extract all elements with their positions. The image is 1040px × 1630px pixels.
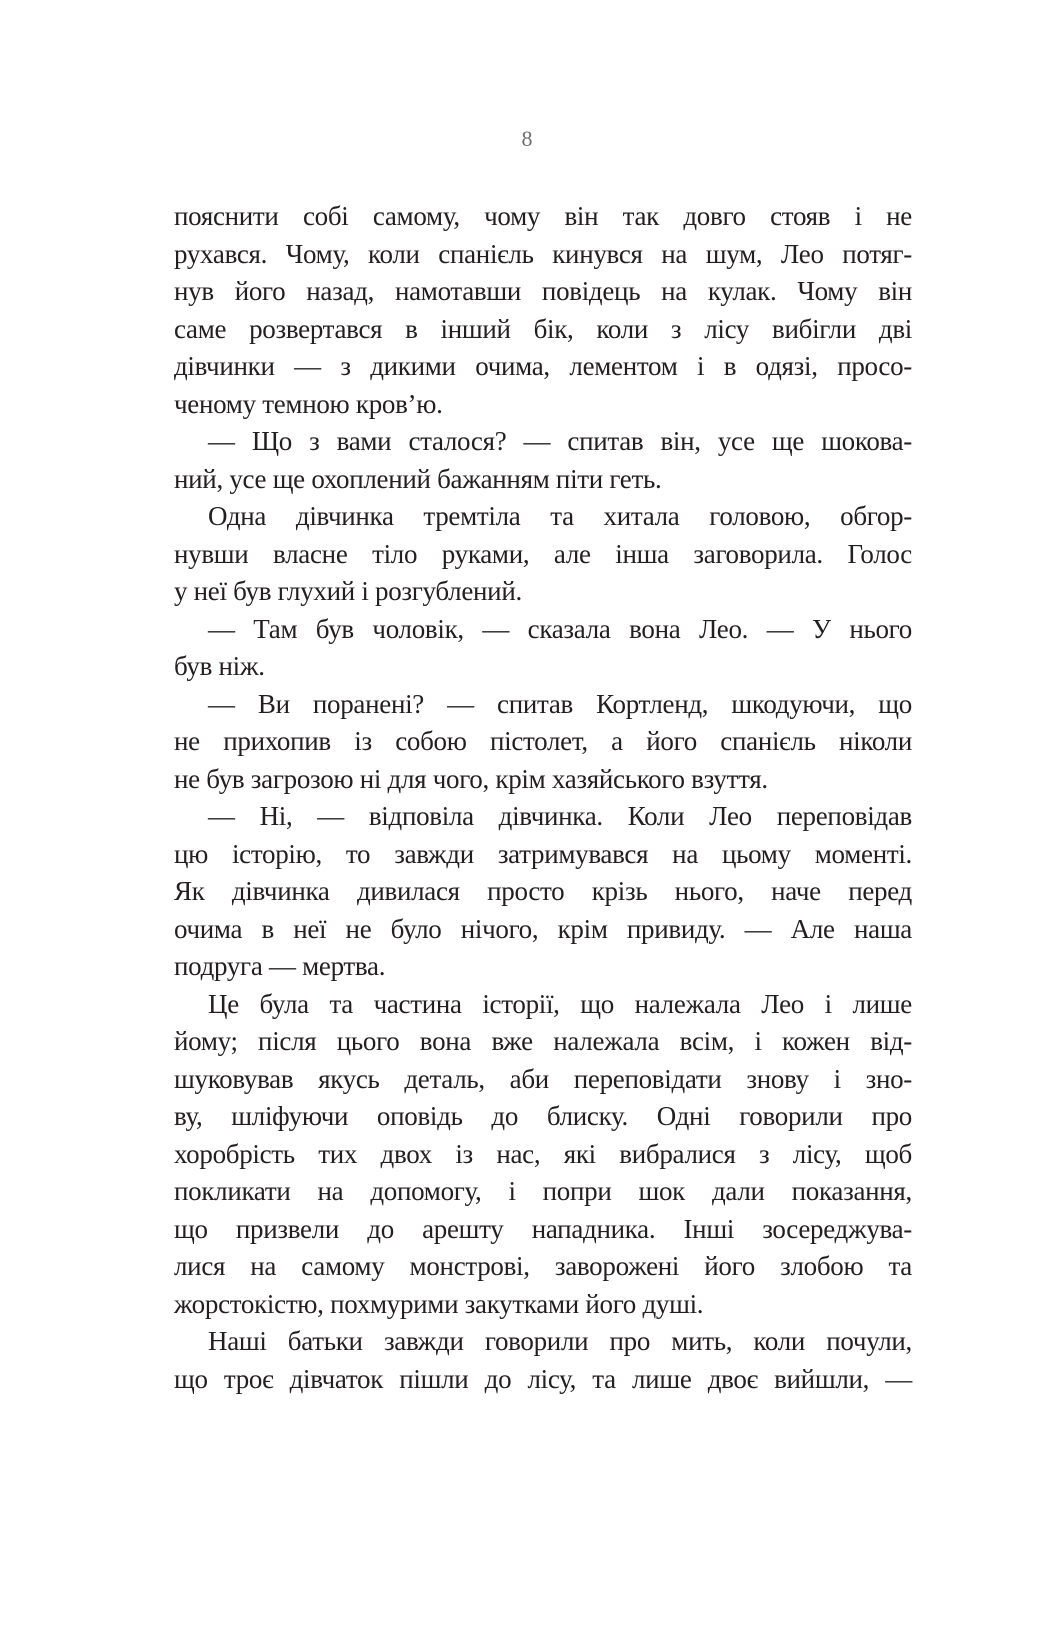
- text-line: дівчинки — з дикими очима, лементом і в одязі, просо-: [174, 351, 912, 381]
- text-line: — Ви поранені? — спитав Кортленд, шкодуючи, що: [208, 688, 912, 719]
- text-line: покликати на допомогу, і попри шок дали показання,: [174, 1176, 912, 1206]
- body-text: [174, 198, 912, 1398]
- text-line: — Там був чоловік, — сказала вона Лео. — У нього: [208, 613, 912, 644]
- text-line: хоробрість тих двох із нас, які вибралися з лісу, щоб: [174, 1138, 912, 1169]
- text-line: у неї був глухий і розгублений.: [174, 576, 522, 606]
- text-line: ний, усе ще охоплений бажанням піти геть.: [174, 463, 662, 494]
- text-line: подруга — мертва.: [174, 951, 386, 981]
- text-line: саме розвертався в інший бік, коли з лісу вибігли дві: [174, 313, 912, 344]
- page-number: 8: [521, 126, 533, 151]
- text-line: жорстокістю, похмурими закутками його душі.: [174, 1288, 704, 1319]
- text-line: очима в неї не було нічого, крім привиду. — Але наша: [174, 913, 912, 944]
- text-line: що призвели до арешту нападника. Інші зосереджува-: [174, 1213, 912, 1244]
- text-line: був ніж.: [174, 651, 265, 681]
- text-line: цю історію, то завжди затримувався на цьому моменті.: [174, 838, 912, 869]
- text-line: лися на самому монстрові, заворожені його злобою та: [174, 1251, 912, 1281]
- text-line: нувши власне тіло руками, але інша заговорила. Голос: [174, 538, 912, 569]
- text-line: Як дівчинка дивилася просто крізь нього, наче перед: [174, 876, 912, 906]
- text-line: що троє дівчаток пішли до лісу, та лише двоє вийшли, —: [174, 1363, 912, 1394]
- text-line: — Ні, — відповіла дівчинка. Коли Лео переповідав: [208, 801, 912, 831]
- text-line: ченому темною кров’ю.: [174, 388, 443, 419]
- text-line: Наші батьки завжди говорили про мить, коли почули,: [208, 1326, 912, 1356]
- text-line: нув його назад, намотавши повідець на кулак. Чому він: [174, 276, 912, 306]
- text-line: Це була та частина історії, що належала Лео і лише: [208, 988, 912, 1019]
- text-line: Одна дівчинка тремтіла та хитала головою, обгор-: [208, 501, 912, 531]
- text-line: йому; після цього вона вже належала всім, і кожен від-: [174, 1026, 912, 1056]
- text-line: — Що з вами сталося? — спитав він, усе ще шокова-: [208, 426, 912, 456]
- text-line: ву, шліфуючи оповідь до блиску. Одні говорили про: [174, 1101, 912, 1131]
- text-line: шуковував якусь деталь, аби переповідати знову і зно-: [174, 1063, 912, 1094]
- text-line: не прихопив із собою пістолет, а його спанієль ніколи: [174, 726, 912, 756]
- text-line: пояснити собі самому, чому він так довго стояв і не: [174, 201, 912, 231]
- text-line: не був загрозою ні для чого, крім хазяйського взуття.: [174, 763, 768, 794]
- text-line: рухався. Чому, коли спанієль кинувся на шум, Лео потяг-: [174, 238, 912, 269]
